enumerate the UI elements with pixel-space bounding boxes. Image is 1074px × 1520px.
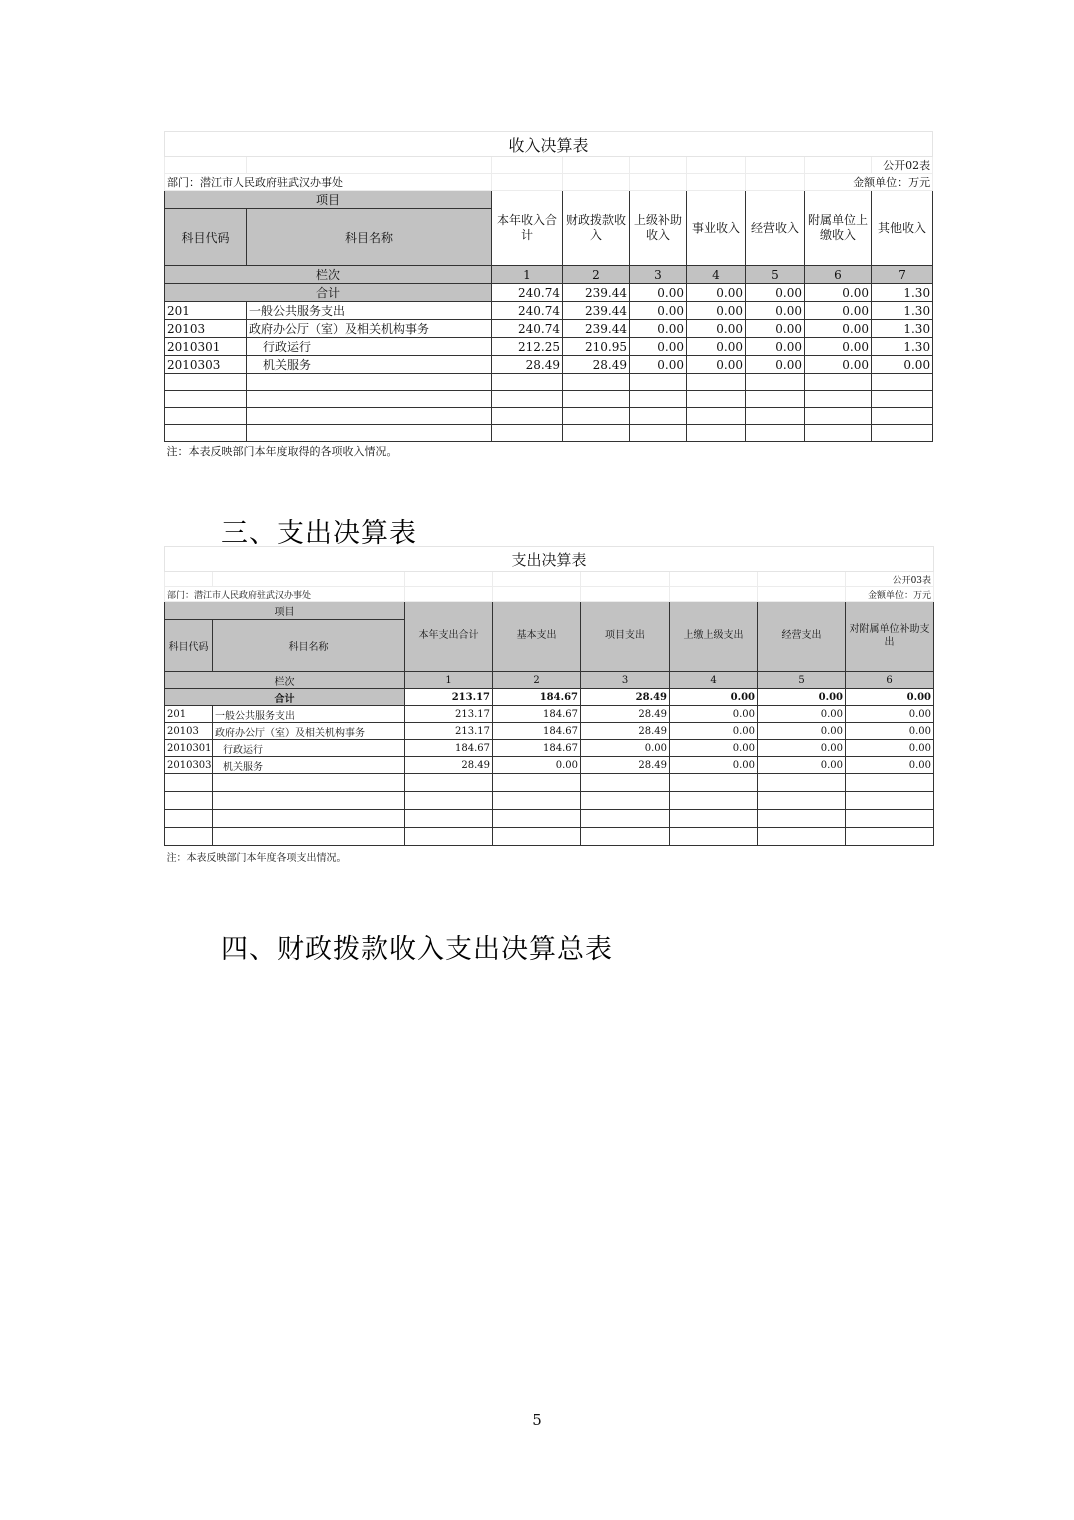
row-value: 0.00	[805, 356, 872, 374]
row-value: 28.49	[492, 356, 563, 374]
row-value: 1.30	[872, 338, 933, 356]
empty-row	[165, 810, 934, 828]
income-table-block	[164, 131, 933, 460]
table-row	[165, 723, 934, 740]
row-value: 0.00	[846, 740, 934, 757]
row-value: 0.00	[746, 320, 805, 338]
income-col-header: 本年收入合计	[492, 191, 563, 266]
row-value: 28.49	[405, 757, 493, 774]
expense-table	[164, 546, 934, 866]
income-total-value: 240.74	[492, 284, 563, 302]
row-value: 1.30	[872, 302, 933, 320]
expense-col-number: 6	[846, 672, 934, 689]
row-value: 184.67	[405, 740, 493, 757]
income-total-value: 0.00	[746, 284, 805, 302]
row-value: 0.00	[687, 320, 746, 338]
income-col-number: 3	[630, 266, 687, 284]
expense-col-number: 4	[670, 672, 758, 689]
income-col-number: 7	[872, 266, 933, 284]
row-value: 0.00	[758, 740, 846, 757]
row-value: 0.00	[758, 706, 846, 723]
row-code: 201	[165, 706, 213, 723]
row-value: 0.00	[846, 723, 934, 740]
row-value: 0.00	[746, 356, 805, 374]
row-value: 0.00	[630, 356, 687, 374]
section-heading-expense: 三、支出决算表	[221, 518, 417, 549]
row-code: 2010303	[165, 356, 247, 374]
row-value: 0.00	[630, 320, 687, 338]
row-value: 28.49	[563, 356, 630, 374]
row-value: 0.00	[846, 757, 934, 774]
empty-row	[165, 792, 934, 810]
income-total-value: 0.00	[805, 284, 872, 302]
expense-unit: 金额单位：万元	[846, 587, 934, 602]
row-value: 1.30	[872, 320, 933, 338]
row-value: 0.00	[630, 302, 687, 320]
row-value: 0.00	[846, 706, 934, 723]
row-name: 机关服务	[213, 757, 405, 774]
row-value: 213.17	[405, 723, 493, 740]
row-value: 0.00	[758, 723, 846, 740]
expense-col-number: 5	[758, 672, 846, 689]
row-value: 212.25	[492, 338, 563, 356]
expense-total-label: 合计	[165, 689, 405, 706]
expense-col-header: 对附属单位补助支出	[846, 602, 934, 672]
row-value: 0.00	[687, 338, 746, 356]
row-name: 机关服务	[247, 356, 492, 374]
row-value: 240.74	[492, 302, 563, 320]
expense-name-header: 科目名称	[213, 620, 405, 672]
income-unit: 金额单位：万元	[805, 174, 933, 191]
income-table-title: 收入决算表	[165, 132, 933, 157]
income-col-header: 事业收入	[687, 191, 746, 266]
expense-col-header: 基本支出	[493, 602, 581, 672]
section-heading-appropriation: 四、财政拨款收入支出决算总表	[221, 934, 613, 965]
expense-code-header: 科目代码	[165, 620, 213, 672]
income-total-value: 0.00	[630, 284, 687, 302]
expense-total-value: 0.00	[846, 689, 934, 706]
empty-row	[165, 374, 933, 391]
income-col-header: 其他收入	[872, 191, 933, 266]
expense-col-header: 上缴上级支出	[670, 602, 758, 672]
expense-table-note: 注：本表反映部门本年度各项支出情况。	[166, 852, 347, 864]
row-value: 0.00	[872, 356, 933, 374]
expense-table-block	[164, 546, 934, 866]
expense-form-no: 公开03表	[846, 572, 934, 587]
income-total-value: 1.30	[872, 284, 933, 302]
row-value: 210.95	[563, 338, 630, 356]
row-value: 0.00	[805, 302, 872, 320]
income-col-header: 上级补助收入	[630, 191, 687, 266]
income-col-header: 附属单位上缴收入	[805, 191, 872, 266]
row-value: 28.49	[581, 723, 670, 740]
income-name-header: 科目名称	[247, 209, 492, 266]
row-code: 20103	[165, 320, 247, 338]
table-row	[165, 302, 933, 320]
income-column-label: 栏次	[165, 266, 492, 284]
income-total-row	[165, 284, 933, 302]
income-col-number: 6	[805, 266, 872, 284]
row-code: 2010301	[165, 338, 247, 356]
empty-row	[165, 774, 934, 792]
row-value: 0.00	[746, 302, 805, 320]
row-value: 184.67	[493, 740, 581, 757]
expense-total-value: 0.00	[758, 689, 846, 706]
table-row	[165, 320, 933, 338]
expense-total-value: 0.00	[670, 689, 758, 706]
row-value: 0.00	[670, 706, 758, 723]
row-value: 0.00	[670, 723, 758, 740]
row-name: 一般公共服务支出	[247, 302, 492, 320]
income-total-label: 合计	[165, 284, 492, 302]
row-code: 2010301	[165, 740, 213, 757]
income-code-header: 科目代码	[165, 209, 247, 266]
row-code: 20103	[165, 723, 213, 740]
income-total-value: 239.44	[563, 284, 630, 302]
table-row	[165, 338, 933, 356]
row-name: 政府办公厅（室）及相关机构事务	[213, 723, 405, 740]
expense-col-number: 2	[493, 672, 581, 689]
income-col-number: 2	[563, 266, 630, 284]
row-value: 0.00	[758, 757, 846, 774]
income-col-number: 1	[492, 266, 563, 284]
empty-row	[165, 828, 934, 846]
row-value: 240.74	[492, 320, 563, 338]
row-value: 0.00	[493, 757, 581, 774]
expense-total-value: 213.17	[405, 689, 493, 706]
row-value: 239.44	[563, 320, 630, 338]
empty-row	[165, 408, 933, 425]
income-col-number: 4	[687, 266, 746, 284]
expense-col-header: 项目支出	[581, 602, 670, 672]
row-value: 28.49	[581, 757, 670, 774]
page-number: 5	[532, 1411, 542, 1429]
row-value: 0.00	[687, 356, 746, 374]
row-value: 184.67	[493, 706, 581, 723]
expense-total-value: 28.49	[581, 689, 670, 706]
expense-project-header: 项目	[165, 602, 405, 620]
expense-col-header: 经营支出	[758, 602, 846, 672]
expense-column-label: 栏次	[165, 672, 405, 689]
income-table	[164, 131, 933, 460]
expense-col-header: 本年支出合计	[405, 602, 493, 672]
table-row	[165, 740, 934, 757]
expense-col-number: 3	[581, 672, 670, 689]
table-row	[165, 757, 934, 774]
expense-total-row	[165, 689, 934, 706]
row-name: 行政运行	[213, 740, 405, 757]
income-col-header: 财政拨款收入	[563, 191, 630, 266]
expense-total-value: 184.67	[493, 689, 581, 706]
row-value: 28.49	[581, 706, 670, 723]
expense-department: 部门：潜江市人民政府驻武汉办事处	[165, 587, 405, 602]
row-value: 0.00	[630, 338, 687, 356]
row-value: 0.00	[805, 338, 872, 356]
table-row	[165, 356, 933, 374]
row-value: 0.00	[746, 338, 805, 356]
row-value: 0.00	[670, 740, 758, 757]
income-form-no: 公开02表	[872, 157, 933, 174]
row-value: 0.00	[581, 740, 670, 757]
row-value: 213.17	[405, 706, 493, 723]
empty-row	[165, 425, 933, 442]
row-name: 政府办公厅（室）及相关机构事务	[247, 320, 492, 338]
expense-col-number: 1	[405, 672, 493, 689]
row-value: 239.44	[563, 302, 630, 320]
row-value: 184.67	[493, 723, 581, 740]
row-value: 0.00	[687, 302, 746, 320]
row-name: 行政运行	[247, 338, 492, 356]
income-department: 部门：潜江市人民政府驻武汉办事处	[165, 174, 492, 191]
row-code: 201	[165, 302, 247, 320]
income-table-note: 注：本表反映部门本年度取得的各项收入情况。	[166, 445, 398, 458]
income-col-number: 5	[746, 266, 805, 284]
income-total-value: 0.00	[687, 284, 746, 302]
empty-row	[165, 391, 933, 408]
table-row	[165, 706, 934, 723]
expense-table-title: 支出决算表	[165, 547, 934, 572]
row-name: 一般公共服务支出	[213, 706, 405, 723]
row-value: 0.00	[670, 757, 758, 774]
row-code: 2010303	[165, 757, 213, 774]
row-value: 0.00	[805, 320, 872, 338]
income-project-header: 项目	[165, 191, 492, 209]
income-col-header: 经营收入	[746, 191, 805, 266]
